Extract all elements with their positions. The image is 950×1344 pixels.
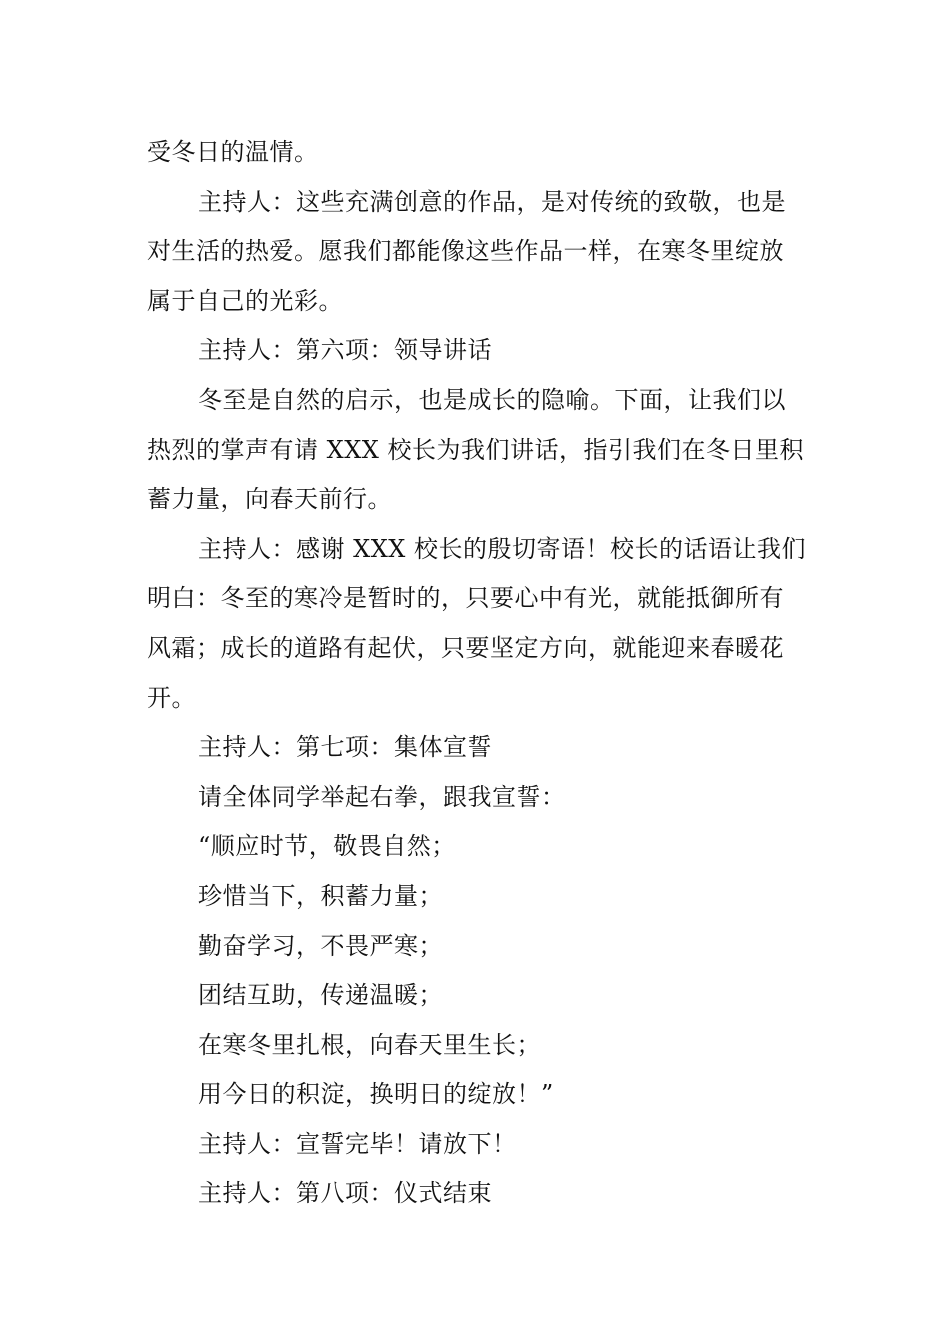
paragraph-oath-complete: 主持人：宣誓完毕！请放下！	[198, 1129, 517, 1158]
paragraph-solstice-intro: 冬至是自然的启示，也是成长的隐喻。下面，让我们以热烈的掌声有请 XXX 校长为我们讲话，指引我们在冬日里积蓄力量，向春天前行。	[147, 385, 805, 514]
paragraph-host-thanks: 主持人：感谢 XXX 校长的殷切寄语！校长的话语让我们明白：冬至的寒冷是暂时的，只要心中有光，就能抵御所有风霜；成长的道路有起伏，只要坚定方向，就能迎来春暖花开。	[147, 534, 807, 712]
paragraph-host-works: 主持人：这些充满创意的作品，是对传统的致敬，也是对生活的热爱。愿我们都能像这些作品一样，在寒冬里绽放属于自己的光彩。	[147, 187, 786, 315]
oath-line-1: “顺应时节，敬畏自然；	[198, 832, 456, 861]
paragraph-oath-instruction: 请全体同学举起右拳，跟我宣誓：	[198, 782, 566, 811]
oath-line-6: 用今日的积淀，换明日的绽放！”	[198, 1080, 554, 1109]
paragraph-item-seven: 主持人：第七项：集体宣誓	[198, 733, 492, 762]
oath-line-3: 勤奋学习，不畏严寒；	[198, 931, 443, 960]
paragraph-continuation: 受冬日的温情。	[147, 138, 319, 166]
oath-line-5: 在寒冬里扎根，向春天里生长；	[198, 1030, 541, 1059]
paragraph-item-eight: 主持人：第八项：仪式结束	[198, 1179, 492, 1208]
oath-line-2: 珍惜当下，积蓄力量；	[198, 881, 443, 910]
paragraph-item-six: 主持人：第六项：领导讲话	[198, 336, 492, 365]
document-body	[147, 128, 807, 1219]
oath-line-4: 团结互助，传递温暖；	[198, 981, 443, 1010]
